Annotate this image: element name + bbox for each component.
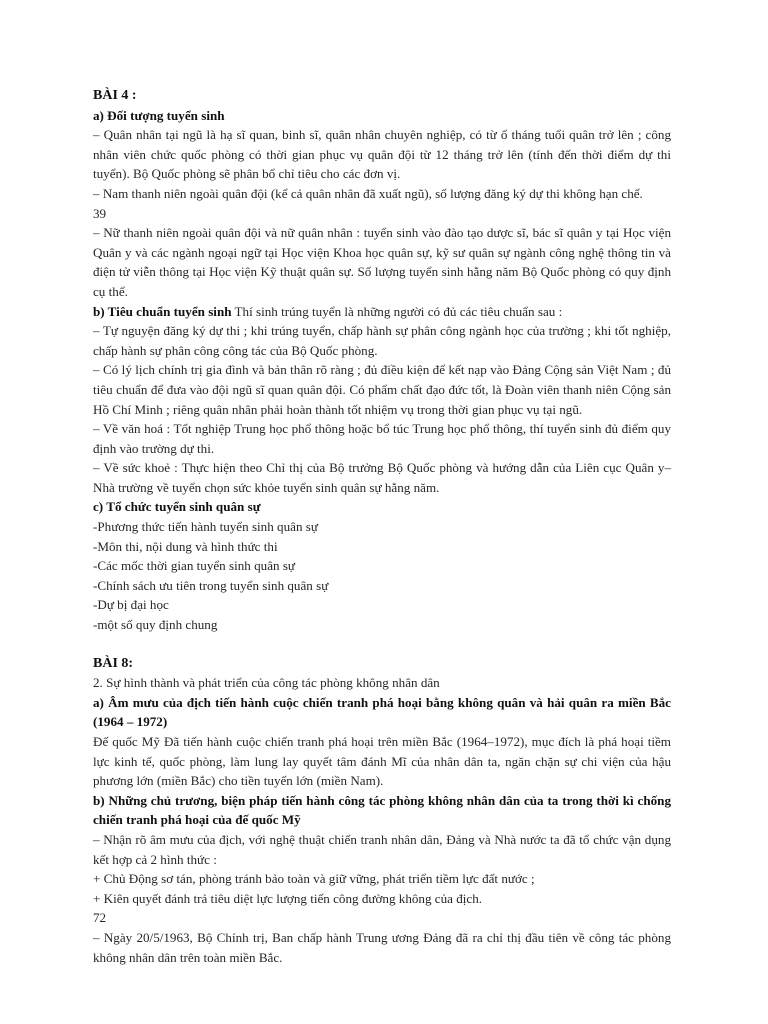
- lesson-8-title: BÀI 8:: [93, 655, 134, 671]
- section-b-title: b) Tiêu chuẩn tuyển sinh: [93, 303, 232, 319]
- section-b-paragraph: [93, 302, 671, 322]
- paragraph: – Có lý lịch chính trị gia đình và bản thân rõ ràng ; đủ điều kiện để kết nạp vào Đảng Cộng sản Việt Nam ; đủ tiêu chuẩn để đưa vào đội ngũ sĩ quan quân đội. Có phẩm chất đạo đức tốt, là Đoàn viên thanh niên Cộng sản Hồ Chí Minh ; riêng quân nhân phải hoàn thành tốt nhiệm vụ trong thời gian phục vụ tại ngũ.: [93, 362, 671, 417]
- paragraph: – Về văn hoá : Tốt nghiệp Trung học phổ thông hoặc bổ túc Trung học phổ thông, thí tuyển sinh đủ điểm quy định vào trường dự thi.: [93, 421, 671, 456]
- list-item: -Các mốc thời gian tuyển sinh quân sự: [93, 558, 296, 574]
- paragraph: – Quân nhân tại ngũ là hạ sĩ quan, binh sĩ, quân nhân chuyên nghiệp, có từ ố tháng tuổi quân trở lên ; công nhân viên chức quốc phòng có thời gian phục vụ quân đội từ 12 tháng trở lên (tính đến thời điểm dự thi tuyển). Bộ Quốc phòng sẽ phân bổ chỉ tiêu cho các đơn vị.: [93, 127, 671, 182]
- paragraph: – Nữ thanh niên ngoài quân đội và nữ quân nhân : tuyển sinh vào đào tạo dược sĩ, bác sĩ quân y tại Học viện Quân y và các ngành ngoại ngữ tại Học viện Khoa học quân sự, kỹ sư quân sự ngành công nghệ thông tin và điện tử viễn thông tại Học viện Kỹ thuật quân sự. Số lượng tuyển sinh hằng năm Bộ Quốc phòng có quy định cụ thể.: [93, 225, 671, 299]
- lesson-4-title: BÀI 4 :: [93, 88, 137, 103]
- section-b-intro: Thí sinh trúng tuyển là những người có đủ các tiêu chuẩn sau :: [231, 303, 563, 319]
- paragraph: + Chủ Động sơ tán, phòng tránh bảo toàn và giữ vững, phát triển tiềm lực đất nước ;: [93, 871, 535, 887]
- paragraph: – Tự nguyện đăng ký dự thi ; khi trúng tuyển, chấp hành sự phân công ngành học của trường ; khi tốt nghiệp, chấp hành sự phân công công tác của Bộ Quốc phòng.: [93, 323, 671, 358]
- list-item: -Môn thi, nội dung và hình thức thi: [93, 538, 278, 554]
- list-item: -Chính sách ưu tiên trong tuyển sinh quân sự: [93, 577, 329, 593]
- paragraph: Đế quốc Mỹ Đã tiến hành cuộc chiến tranh phá hoại trên miền Bắc (1964–1972), mục đích là phá hoại tiềm lực kinh tế, quốc phòng, làm lung lay quyết tâm đánh Mĩ của nhân dân ta, ngăn chặn sự chi viện của hậu phương lớn (miền Bắc) cho tiền tuyến lớn (miền Nam).: [93, 734, 671, 789]
- spacer: [93, 635, 671, 654]
- paragraph: – Về sức khoẻ : Thực hiện theo Chỉ thị của Bộ trưởng Bộ Quốc phòng và hướng dẫn của Liên cục Quân y– Nhà trường về tuyển chọn sức khỏe tuyển sinh quân sự hằng năm.: [93, 460, 671, 495]
- paragraph: 2. Sự hình thành và phát triển của công tác phòng không nhân dân: [93, 675, 440, 691]
- section-a-title: a) Đối tượng tuyển sinh: [93, 107, 225, 123]
- list-item: -một số quy định chung: [93, 617, 218, 633]
- paragraph: – Nam thanh niên ngoài quân đội (kể cả quân nhân đã xuất ngũ), số lượng đăng ký dự thi không hạn chế.: [93, 185, 643, 201]
- section-c-list: [93, 517, 671, 635]
- document-page: [93, 86, 671, 967]
- list-item: -Phương thức tiến hành tuyển sinh quân sự: [93, 519, 318, 535]
- page-number: 72: [93, 910, 107, 926]
- page-number: 39: [93, 205, 107, 221]
- paragraph: – Ngày 20/5/1963, Bộ Chính trị, Ban chấp hành Trung ương Đảng đã ra chỉ thị đầu tiên về công tác phòng không nhân dân trên toàn miền Bắc.: [93, 929, 671, 965]
- section-c-title: c) Tổ chức tuyển sinh quân sự: [93, 499, 261, 515]
- list-item: -Dự bị đại học: [93, 597, 169, 613]
- section-b-title: b) Những chủ trương, biện pháp tiến hành công tác phòng không nhân dân của ta trong thời kì chống chiến tranh phá hoại của đế quốc Mỹ: [93, 792, 671, 828]
- paragraph: – Nhận rõ âm mưu của địch, với nghệ thuật chiến tranh nhân dân, Đảng và Nhà nước ta đã tổ chức vận dụng kết hợp cả 2 hình thức :: [93, 831, 671, 867]
- section-a-title: a) Âm mưu của địch tiến hành cuộc chiến tranh phá hoại bằng không quân và hải quân ra miền Bắc (1964 – 1972): [93, 694, 671, 730]
- paragraph: + Kiên quyết đánh trả tiêu diệt lực lượng tiến công đường không của địch.: [93, 890, 483, 906]
